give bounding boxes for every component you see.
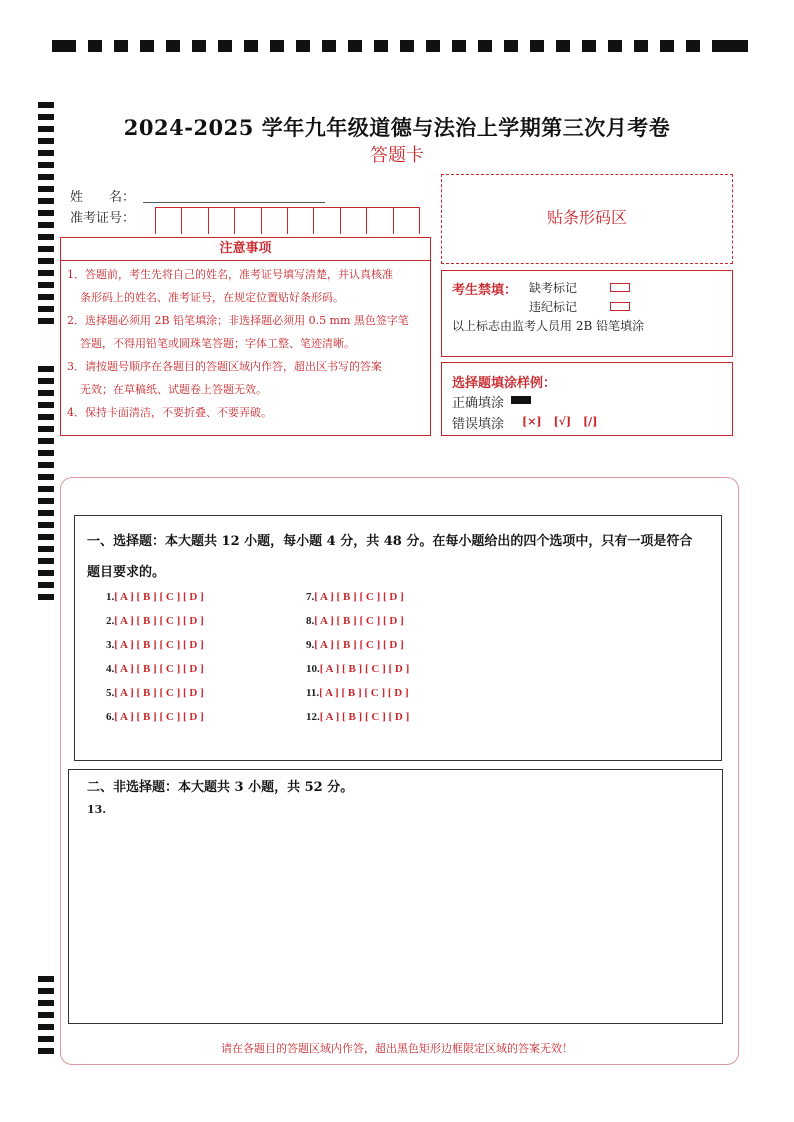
notice-item: 答题，不得用铅笔或圆珠笔答题；字体工整、笔迹清晰。 <box>80 337 355 350</box>
forbidden-note: 以上标志由监考人员用 2B 铅笔填涂 <box>452 319 645 333</box>
page-title: 2024-2025 学年九年级道德与法治上学期第三次月考卷 <box>123 115 671 140</box>
violation-label: 违纪标记 <box>529 300 578 314</box>
name-label: 姓 名： <box>70 190 136 205</box>
options[interactable]: [ A ] [ B ] [ C ] [ D ] <box>314 639 404 651</box>
options[interactable]: [ A ] [ B ] [ C ] [ D ] <box>114 711 204 723</box>
digit-box[interactable] <box>366 208 392 234</box>
question-number: 7. <box>306 591 315 603</box>
question-row[interactable] <box>306 639 404 651</box>
options[interactable]: [ A ] [ B ] [ C ] [ D ] <box>114 687 204 699</box>
digit-box[interactable] <box>287 208 313 234</box>
violation-mark-box[interactable] <box>610 302 630 311</box>
options[interactable]: [ A ] [ B ] [ C ] [ D ] <box>114 663 204 675</box>
wrong-marks <box>522 415 597 428</box>
question-row[interactable] <box>106 591 204 603</box>
question-number: 6. <box>106 711 115 723</box>
correct-fill-label: 正确填涂 <box>452 396 505 411</box>
wrong-mark-cross: [×] <box>522 415 542 428</box>
wrong-mark-check: [√] <box>553 415 572 428</box>
question-row[interactable] <box>106 663 204 675</box>
question-number: 9. <box>306 639 315 651</box>
options[interactable]: [ A ] [ B ] [ C ] [ D ] <box>319 687 409 699</box>
barcode-label: 贴条形码区 <box>546 208 627 227</box>
digit-box[interactable] <box>234 208 260 234</box>
question-number: 5. <box>106 687 115 699</box>
name-field[interactable] <box>143 202 325 203</box>
notice-box <box>60 237 431 436</box>
section-non-choice[interactable] <box>68 769 723 1024</box>
question-number: 12. <box>306 711 320 723</box>
options[interactable]: [ A ] [ B ] [ C ] [ D ] <box>314 591 404 603</box>
filled-block-icon <box>511 396 531 404</box>
question-row[interactable] <box>306 711 409 723</box>
digit-box[interactable] <box>393 208 420 234</box>
barcode-area <box>441 174 733 264</box>
notice-item: 1．答题前，考生先将自己的姓名，准考证号填写清楚，并认真核准 <box>67 268 393 281</box>
sample-label: 选择题填涂样例： <box>452 376 557 391</box>
absent-label: 缺考标记 <box>529 281 578 295</box>
section-choice <box>74 515 722 761</box>
notice-heading: 注意事项 <box>61 238 430 261</box>
top-timing-marks <box>52 40 748 52</box>
footer-warning: 请在各题目的答题区域内作答，超出黑色矩形边框限定区域的答案无效！ <box>221 1042 573 1055</box>
question-row[interactable] <box>106 639 204 651</box>
forbidden-label: 考生禁填： <box>452 283 518 298</box>
options[interactable]: [ A ] [ B ] [ C ] [ D ] <box>319 663 410 675</box>
notice-item: 3．请按题号顺序在各题目的答题区域内作答，超出区书写的答案 <box>67 360 382 373</box>
page-subtitle: 答题卡 <box>370 145 424 166</box>
wrong-mark-slash: [/] <box>582 415 598 428</box>
question-number: 10. <box>306 663 320 675</box>
question-row[interactable] <box>106 687 204 699</box>
options[interactable]: [ A ] [ B ] [ C ] [ D ] <box>114 591 204 603</box>
options[interactable]: [ A ] [ B ] [ C ] [ D ] <box>319 711 410 723</box>
notice-item: 条形码上的姓名、准考证号，在规定位置贴好条形码。 <box>80 291 344 304</box>
question-row[interactable] <box>306 615 404 627</box>
absent-mark-box[interactable] <box>610 283 630 292</box>
notice-item: 无效；在草稿纸、试题卷上答题无效。 <box>80 383 267 396</box>
section1-title-cont: 题目要求的。 <box>87 565 166 580</box>
question-number: 8. <box>306 615 315 627</box>
question-number: 1. <box>106 591 115 603</box>
examinee-forbidden-box <box>441 270 733 357</box>
notice-item: 4．保持卡面清洁，不要折叠、不要弄破。 <box>67 406 272 419</box>
fill-sample-box <box>441 362 733 436</box>
digit-box[interactable] <box>208 208 234 234</box>
section1-title: 一、选择题：本大题共 12 小题，每小题 4 分，共 48 分。在每小题给出的四个选项中，只有一项是符合 <box>87 534 693 549</box>
digit-box[interactable] <box>181 208 207 234</box>
wrong-fill-label: 错误填涂 <box>452 417 505 432</box>
question-number: 11. <box>306 687 320 699</box>
question-13-number: 13. <box>87 803 107 816</box>
question-row[interactable] <box>106 615 204 627</box>
options[interactable]: [ A ] [ B ] [ C ] [ D ] <box>314 615 404 627</box>
exam-number-label: 准考证号： <box>70 211 136 226</box>
question-number: 4. <box>106 663 115 675</box>
options[interactable]: [ A ] [ B ] [ C ] [ D ] <box>114 615 204 627</box>
notice-item: 2．选择题必须用 2B 铅笔填涂；非选择题必须用 0.5 mm 黑色签字笔 <box>67 314 409 327</box>
digit-box[interactable] <box>261 208 287 234</box>
options[interactable]: [ A ] [ B ] [ C ] [ D ] <box>114 639 204 651</box>
digit-box[interactable] <box>313 208 339 234</box>
digit-box[interactable] <box>340 208 366 234</box>
section2-title: 二、非选择题：本大题共 3 小题，共 52 分。 <box>87 780 354 795</box>
question-number: 2. <box>106 615 115 627</box>
digit-box[interactable] <box>155 208 181 234</box>
question-row[interactable] <box>306 591 404 603</box>
question-number: 3. <box>106 639 115 651</box>
question-row[interactable] <box>306 687 409 699</box>
exam-number-boxes[interactable] <box>155 207 420 234</box>
question-row[interactable] <box>306 663 409 675</box>
question-row[interactable] <box>106 711 204 723</box>
